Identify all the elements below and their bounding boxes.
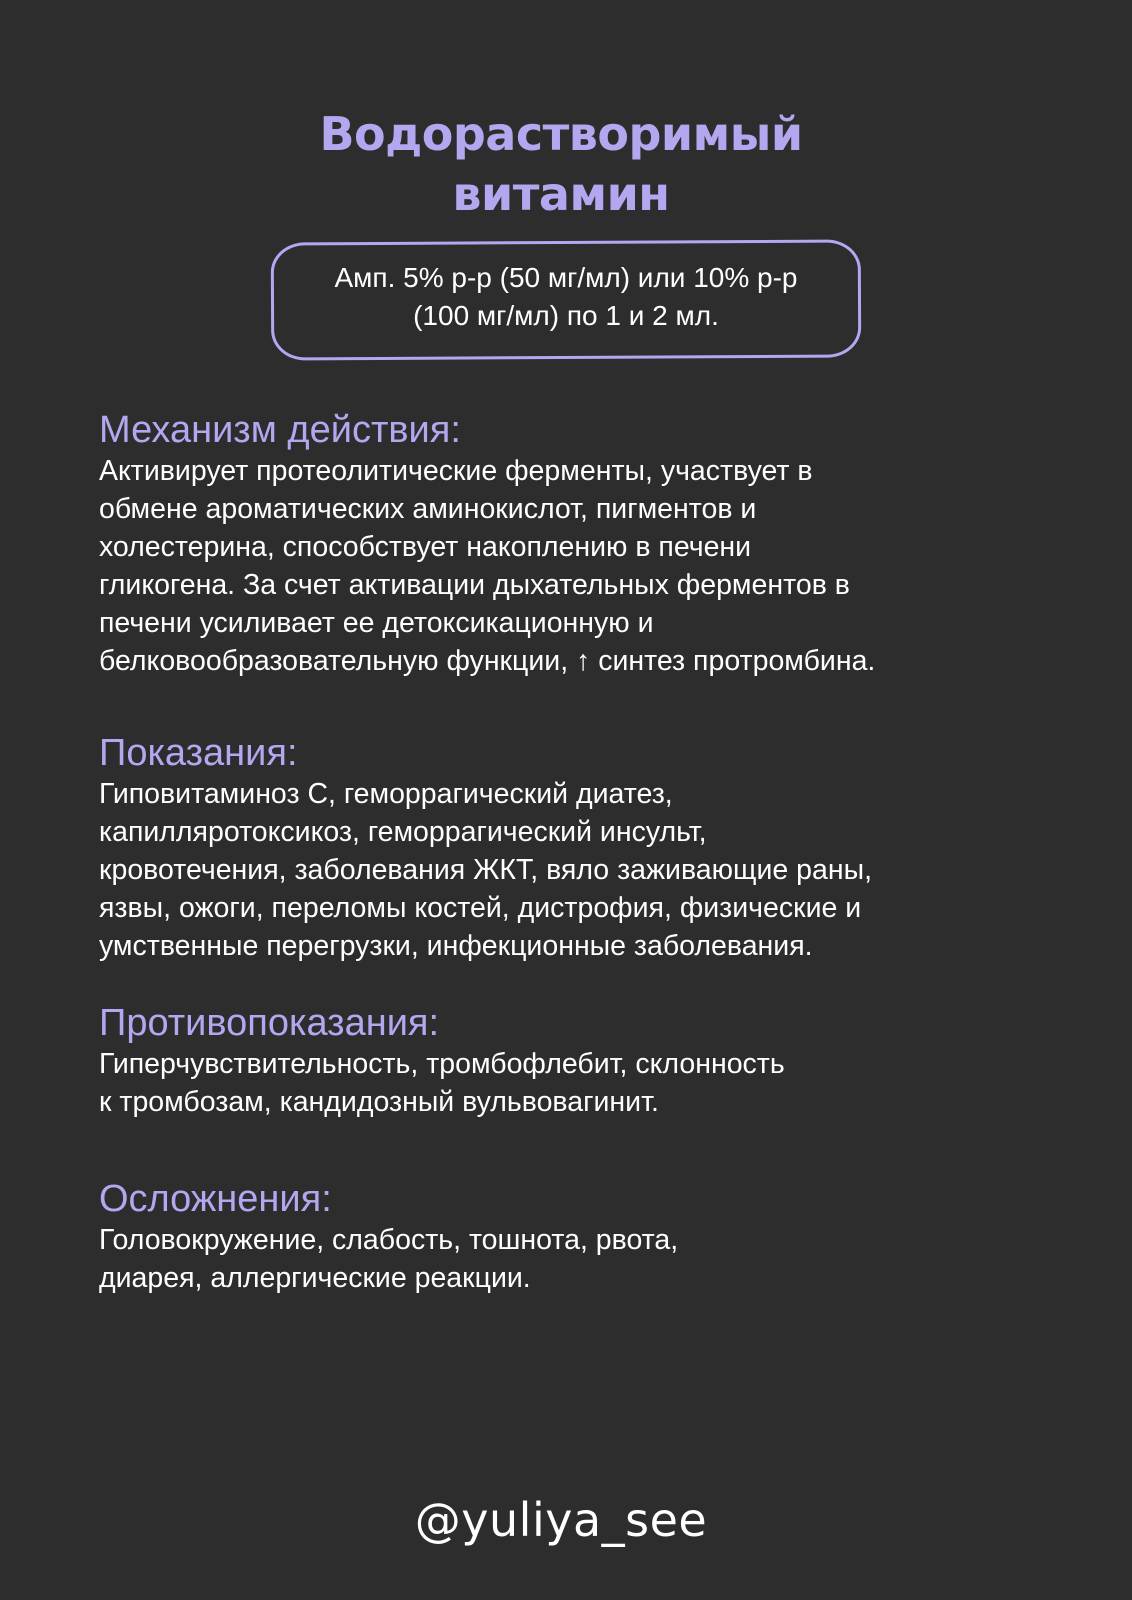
mechanism-line: белковообразовательную функции, ↑ синтез протромбина. [99,645,876,677]
mechanism-heading: Механизм действия: [99,409,461,451]
mechanism-line: обмене ароматических аминокислот, пигментов и [99,493,757,525]
complications-line: Головокружение, слабость, тошнота, рвота, [99,1224,679,1256]
dose-line-2: (100 мг/мл) по 1 и 2 мл. [413,300,719,331]
complications-heading: Осложнения: [99,1178,332,1220]
mechanism-section [99,408,1079,680]
page-title [0,104,1122,224]
indications-line: кровотечения, заболевания ЖКТ, вяло заживающие раны, [99,854,873,886]
contraindications-line: к тромбозам, кандидозный вульвовагинит. [99,1086,659,1118]
contraindications-section [99,1001,1079,1121]
indications-text [99,775,1079,965]
author-handle: @yuliya_see [414,1493,708,1547]
indications-line: Гиповитаминоз С, геморрагический диатез, [99,778,673,810]
complications-text [99,1221,1079,1297]
indications-line: умственные перегрузки, инфекционные заболевания. [99,930,813,962]
mechanism-text [99,452,1079,680]
mechanism-line: холестерина, способствует накоплению в печени [99,531,752,563]
mechanism-line: Активирует протеолитические ферменты, участвует в [99,455,813,487]
indications-section [99,731,1079,965]
mechanism-line: печени усиливает ее детоксикационную и [99,607,654,639]
contraindications-line: Гиперчувствительность, тромбофлебит, склонность [99,1048,785,1080]
indications-heading: Показания: [99,732,298,774]
title-line-2: витамин [452,167,670,221]
indications-line: капилляротоксикоз, геморрагический инсульт, [99,816,707,848]
contraindications-text [99,1045,1079,1121]
mechanism-line: гликогена. За счет активации дыхательных ферментов в [99,569,850,601]
complications-section [99,1177,1079,1297]
indications-line: язвы, ожоги, переломы костей, дистрофия, физические и [99,892,862,924]
title-line-1: Водорастворимый [319,107,803,161]
complications-line: диарея, аллергические реакции. [99,1262,531,1294]
dose-info [271,259,861,335]
contraindications-heading: Противопоказания: [99,1002,440,1044]
dose-line-1: Амп. 5% р-р (50 мг/мл) или 10% р-р [334,262,798,293]
